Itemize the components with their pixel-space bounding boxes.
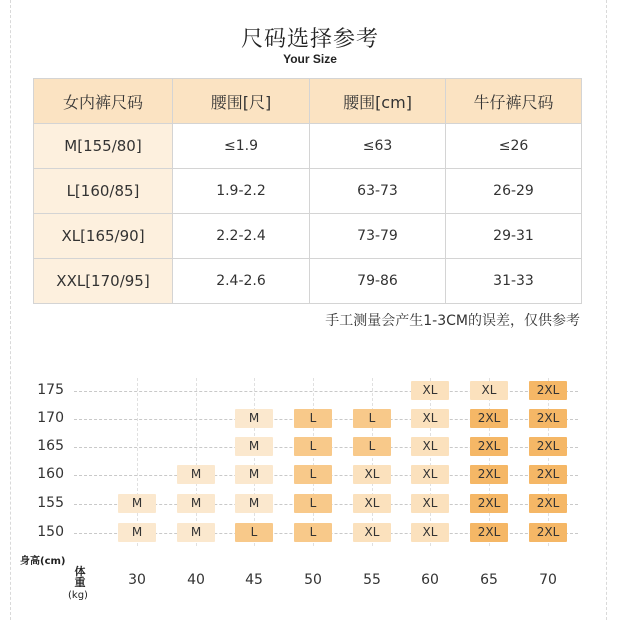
size-cell: M <box>177 465 215 484</box>
size-cell: M <box>235 465 273 484</box>
table-cell: M[155/80] <box>34 124 173 169</box>
size-cell: 2XL <box>470 437 508 456</box>
height-tick-label: 160 <box>37 466 64 482</box>
size-cell: 2XL <box>470 494 508 513</box>
page-subtitle: Your Size <box>283 52 337 66</box>
size-cell: XL <box>353 494 391 513</box>
size-cell: L <box>235 523 273 542</box>
weight-tick-label: 40 <box>187 572 205 588</box>
height-tick-label: 175 <box>37 382 64 398</box>
size-cell: 2XL <box>529 465 567 484</box>
table-cell: 26-29 <box>446 169 582 214</box>
weight-gridline <box>548 378 549 546</box>
size-cell: 2XL <box>529 437 567 456</box>
size-cell: XL <box>411 494 449 513</box>
table-cell: 1.9-2.2 <box>173 169 310 214</box>
weight-gridline <box>430 378 431 546</box>
table-cell: 29-31 <box>446 214 582 259</box>
header-cell: 女内裤尺码 <box>34 79 173 124</box>
table-cell: 63-73 <box>310 169 446 214</box>
table-cell: L[160/85] <box>34 169 173 214</box>
table-cell: 31-33 <box>446 259 582 304</box>
weight-tick-label: 60 <box>421 572 439 588</box>
size-cell: M <box>177 494 215 513</box>
size-cell: L <box>294 523 332 542</box>
header-cell: 腰围[cm] <box>310 79 446 124</box>
size-cell: L <box>353 409 391 428</box>
height-tick-label: 150 <box>37 524 64 540</box>
size-cell: 2XL <box>470 465 508 484</box>
size-cell: M <box>118 494 156 513</box>
size-cell: M <box>235 437 273 456</box>
size-cell: XL <box>411 409 449 428</box>
size-cell: L <box>294 465 332 484</box>
size-cell: L <box>294 437 332 456</box>
size-cell: XL <box>411 381 449 400</box>
weight-gridline <box>196 378 197 546</box>
weight-gridline <box>489 378 490 546</box>
size-cell: XL <box>411 437 449 456</box>
header-cell: 牛仔裤尺码 <box>446 79 582 124</box>
size-cell: M <box>235 494 273 513</box>
size-cell: 2XL <box>529 381 567 400</box>
size-cell: L <box>294 409 332 428</box>
table-cell: 79-86 <box>310 259 446 304</box>
weight-tick-label: 50 <box>304 572 322 588</box>
header-cell: 腰围[尺] <box>173 79 310 124</box>
weight-tick-label: 55 <box>363 572 381 588</box>
weight-tick-label: 45 <box>245 572 263 588</box>
size-cell: XL <box>411 523 449 542</box>
size-cell: XL <box>470 381 508 400</box>
measurement-note: 手工测量会产生1-3CM的误差，仅供参考 <box>325 313 580 329</box>
weight-axis-label: 体重 <box>74 565 86 589</box>
weight-gridline <box>137 378 138 546</box>
size-cell: 2XL <box>470 523 508 542</box>
size-cell: 2XL <box>529 523 567 542</box>
size-cell: M <box>118 523 156 542</box>
weight-tick-label: 30 <box>128 572 146 588</box>
weight-gridline <box>254 378 255 546</box>
table-cell: ≤1.9 <box>173 124 310 169</box>
size-cell: XL <box>411 465 449 484</box>
size-cell: L <box>294 494 332 513</box>
table-cell: 73-79 <box>310 214 446 259</box>
size-cell: XL <box>353 523 391 542</box>
size-cell: M <box>177 523 215 542</box>
height-tick-label: 170 <box>37 410 64 426</box>
table-cell: ≤63 <box>310 124 446 169</box>
size-cell: XL <box>353 465 391 484</box>
height-tick-label: 165 <box>37 438 64 454</box>
table-cell: XXL[170/95] <box>34 259 173 304</box>
size-cell: 2XL <box>529 494 567 513</box>
weight-gridline <box>313 378 314 546</box>
height-tick-label: 155 <box>37 495 64 511</box>
table-cell: 2.2-2.4 <box>173 214 310 259</box>
weight-tick-label: 65 <box>480 572 498 588</box>
table-cell: ≤26 <box>446 124 582 169</box>
table-cell: 2.4-2.6 <box>173 259 310 304</box>
height-axis-label: 身高(cm) <box>20 556 66 567</box>
size-cell: 2XL <box>529 409 567 428</box>
size-cell: L <box>353 437 391 456</box>
table-cell: XL[165/90] <box>34 214 173 259</box>
page-title: 尺码选择参考 <box>240 27 379 52</box>
size-cell: M <box>235 409 273 428</box>
weight-tick-label: 70 <box>539 572 557 588</box>
size-cell: 2XL <box>470 409 508 428</box>
weight-unit-label: (kg) <box>68 590 88 601</box>
weight-gridline <box>372 378 373 546</box>
